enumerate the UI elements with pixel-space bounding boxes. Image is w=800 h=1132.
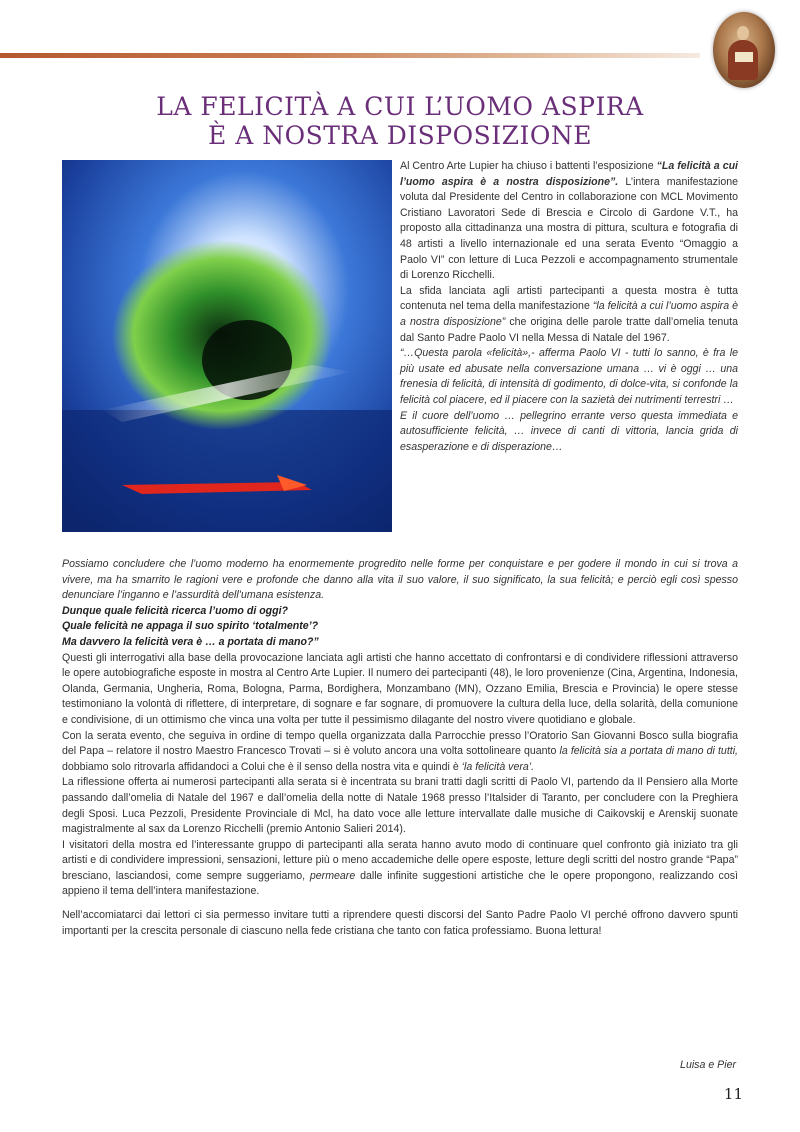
paragraph-gap: [62, 900, 738, 908]
question-1: Dunque quale felicità ricerca l’uomo di oggi?: [62, 604, 289, 617]
intro-p1-text: Al Centro Arte Lupier ha chiuso i battenti l’esposizione: [400, 160, 654, 172]
body-p9-text: I visitatori della mostra ed l’interessante gruppo di partecipanti alla serata hanno avuto modo di continuare quel confronto già iniziato tra gli artisti e di condividere impressioni, sensazioni, letture più o meno accademiche delle opere esposte, letture degli scritti del nostro grande “Papa” bresciano, lasciandosi, come sempre suggeriamo,: [62, 838, 738, 882]
intro-p3-text: “…Questa parola «felicità»,- afferma Paolo VI -: [400, 347, 629, 360]
body-p9-italic: permeare: [309, 869, 356, 882]
body-paragraph-closing: Nell’accomiatarci dai lettori ci sia permesso invitare tutti a riprendere questi discorsi del Santo Padre Paolo VI perché offrono davvero spunti importanti per la crescita personale di ciascuno nella fede cristiana che tanto con fatica professiamo. Buona lettura!: [62, 909, 738, 937]
main-body: [62, 557, 738, 939]
body-p7-italic-1: la felicità sia a portata di mano di tutti,: [559, 745, 738, 758]
body-p7-text-2: dobbiamo solo ritrovarla affidandoci a Colui che è il senso della nostra vita e quindi è: [62, 760, 459, 773]
intro-paragraph-1: [400, 159, 738, 284]
intro-p2-rest: che origina delle parole tratte dall’omelia tenuta dal Santo Padre Paolo VI nella Messa di Natale del 1967.: [400, 315, 738, 344]
intro-p3-quote: tutti lo sanno, è fra le più usate ed abusate nella conversazione umana … vi è oggi … una frenesia di felicità, di intensità di godimento, di dolce-vita, si confonde la felicità col piacere, ed il piacere con la sazietà dei nutrimenti terrestri …: [400, 347, 738, 406]
intro-p1-title: “La felicità a cui l’uomo aspira è a nostra disposizione”.: [400, 160, 738, 188]
body-paragraph-visitors: [62, 838, 738, 900]
question-3: Ma davvero la felicità vera è … a portata di mano?”: [62, 635, 319, 648]
painting-svg: [62, 160, 392, 532]
intro-paragraph-2: [400, 284, 738, 346]
body-paragraph-artists: Questi gli interrogativi alla base della provocazione lanciata agli artisti che hanno accettato di confrontarsi e di condividere riflessioni attraverso le opere autobiografiche esposte in mostra al Centro Arte Lupier. Il numero dei partecipanti (48), le loro provenienze (Cina, Argentina, Indonesia, Olanda, Germania, Ungheria, Roma, Bologna, Parma, Bordighera, Monzambano (MN), Ozzano Emilia, Brescia e Provincia) le opere stesse testimoniano la volontà di riflettere, di interpretare, di sognare e far sognare, di promuovere la cultura della luce, della solarità, della comunione e condivisione, di un ottimismo che vinca una volta per tutte il pessimismo dilagante del nostro vivere quotidiano e globale.: [62, 651, 738, 726]
medallion-figure-book: [735, 52, 753, 62]
body-p9-rest: dalle infinite suggestioni artistiche che le opere propongono, realizzando così appieno il tema dell’intera manifestazione.: [62, 869, 738, 898]
intro-paragraph-3: [400, 346, 738, 408]
intro-p1-rest: L’intera manifestazione voluta dal Presidente del Centro in collaborazione con MCL Movimento Cristiano Lavoratori Sede di Brescia e Circolo di Gardone V.T., ha proposto alla cittadinanza una mostra di pittura, scultura e fotografia di 48 artisti a livello internazionale ed una serata Evento “Omaggio a Paolo VI” con letture di Luca Pezzoli e accompagnamento strumentale di Lorenzo Ricchelli.: [400, 175, 738, 282]
question-2: Quale felicità ne appaga il suo spirito ‘totalmente’?: [62, 620, 319, 633]
intro-p2-text: La sfida lanciata agli artisti partecipanti a questa mostra è tutta contenuta nel tema della manifestazione: [400, 284, 738, 313]
body-paragraph-conclusion: Possiamo concludere che l’uomo moderno ha enormemente progredito nelle forme per conquistare e per godere il mondo in cui si trova a vivere, ma ha smarrito le ragioni vere e profonde che danno alla vita il suo valore, il suo significato, la sua felicità; e perciò egli così spesso denunciare l’inganno e l’assurdità dell’umana esistenza.: [62, 558, 738, 602]
intro-p2-quote: “la felicità a cui l’uomo aspira è a nostra disposizione”: [400, 300, 738, 328]
portrait-medallion-icon: [713, 12, 775, 88]
body-paragraph-reflection: La riflessione offerta ai numerosi partecipanti alla serata si è incentrata su brani tratti dagli scritti di Paolo VI, partendo da Il Pensiero alla Morte passando dall’omelia di Natale del 1967 e dall’omelia della notte di Natale 1968 presso l’Italsider di Taranto, per concludere con la Preghiera degli Sposi. Luca Pezzoli, Presidente Provinciale di Mcl, ha dato voce alle letture intervallate dalle musiche di Caikovskij e Arenskij suonate magistralmente al sax da Lorenzo Ricchelli (premio Antonio Salieri 2014).: [62, 776, 738, 836]
abstract-painting-image: [62, 160, 392, 532]
page-title: [0, 92, 800, 150]
page-number: 11: [723, 1085, 743, 1103]
body-p7-italic-2: ‘la felicità vera’.: [461, 760, 535, 773]
intro-paragraph-4: E il cuore dell’uomo … pellegrino errante verso questa immediata e autosufficiente felicità, … invece di canti di vittoria, lancia grida di esasperazione e di disperazione…: [400, 409, 738, 453]
signature: Luisa e Pier: [680, 1059, 736, 1071]
header-rule: [0, 53, 700, 58]
body-p7-text: Con la serata evento, che seguiva in ordine di tempo quella organizzata dalla Parrocchie presso l’Oratorio San Giovanni Bosco sulla biografia del Papa – relatore il nostro Maestro Francesco Trovati – si è voluto ancora una volta sottolineare quanto: [62, 729, 738, 758]
body-paragraph-evening: [62, 729, 738, 776]
title-line-2: È A NOSTRA DISPOSIZIONE: [208, 121, 592, 150]
title-line-1: LA FELICITÀ A CUI L’UOMO ASPIRA: [156, 92, 644, 121]
medallion-figure-head: [737, 26, 749, 40]
intro-column: [400, 159, 738, 455]
